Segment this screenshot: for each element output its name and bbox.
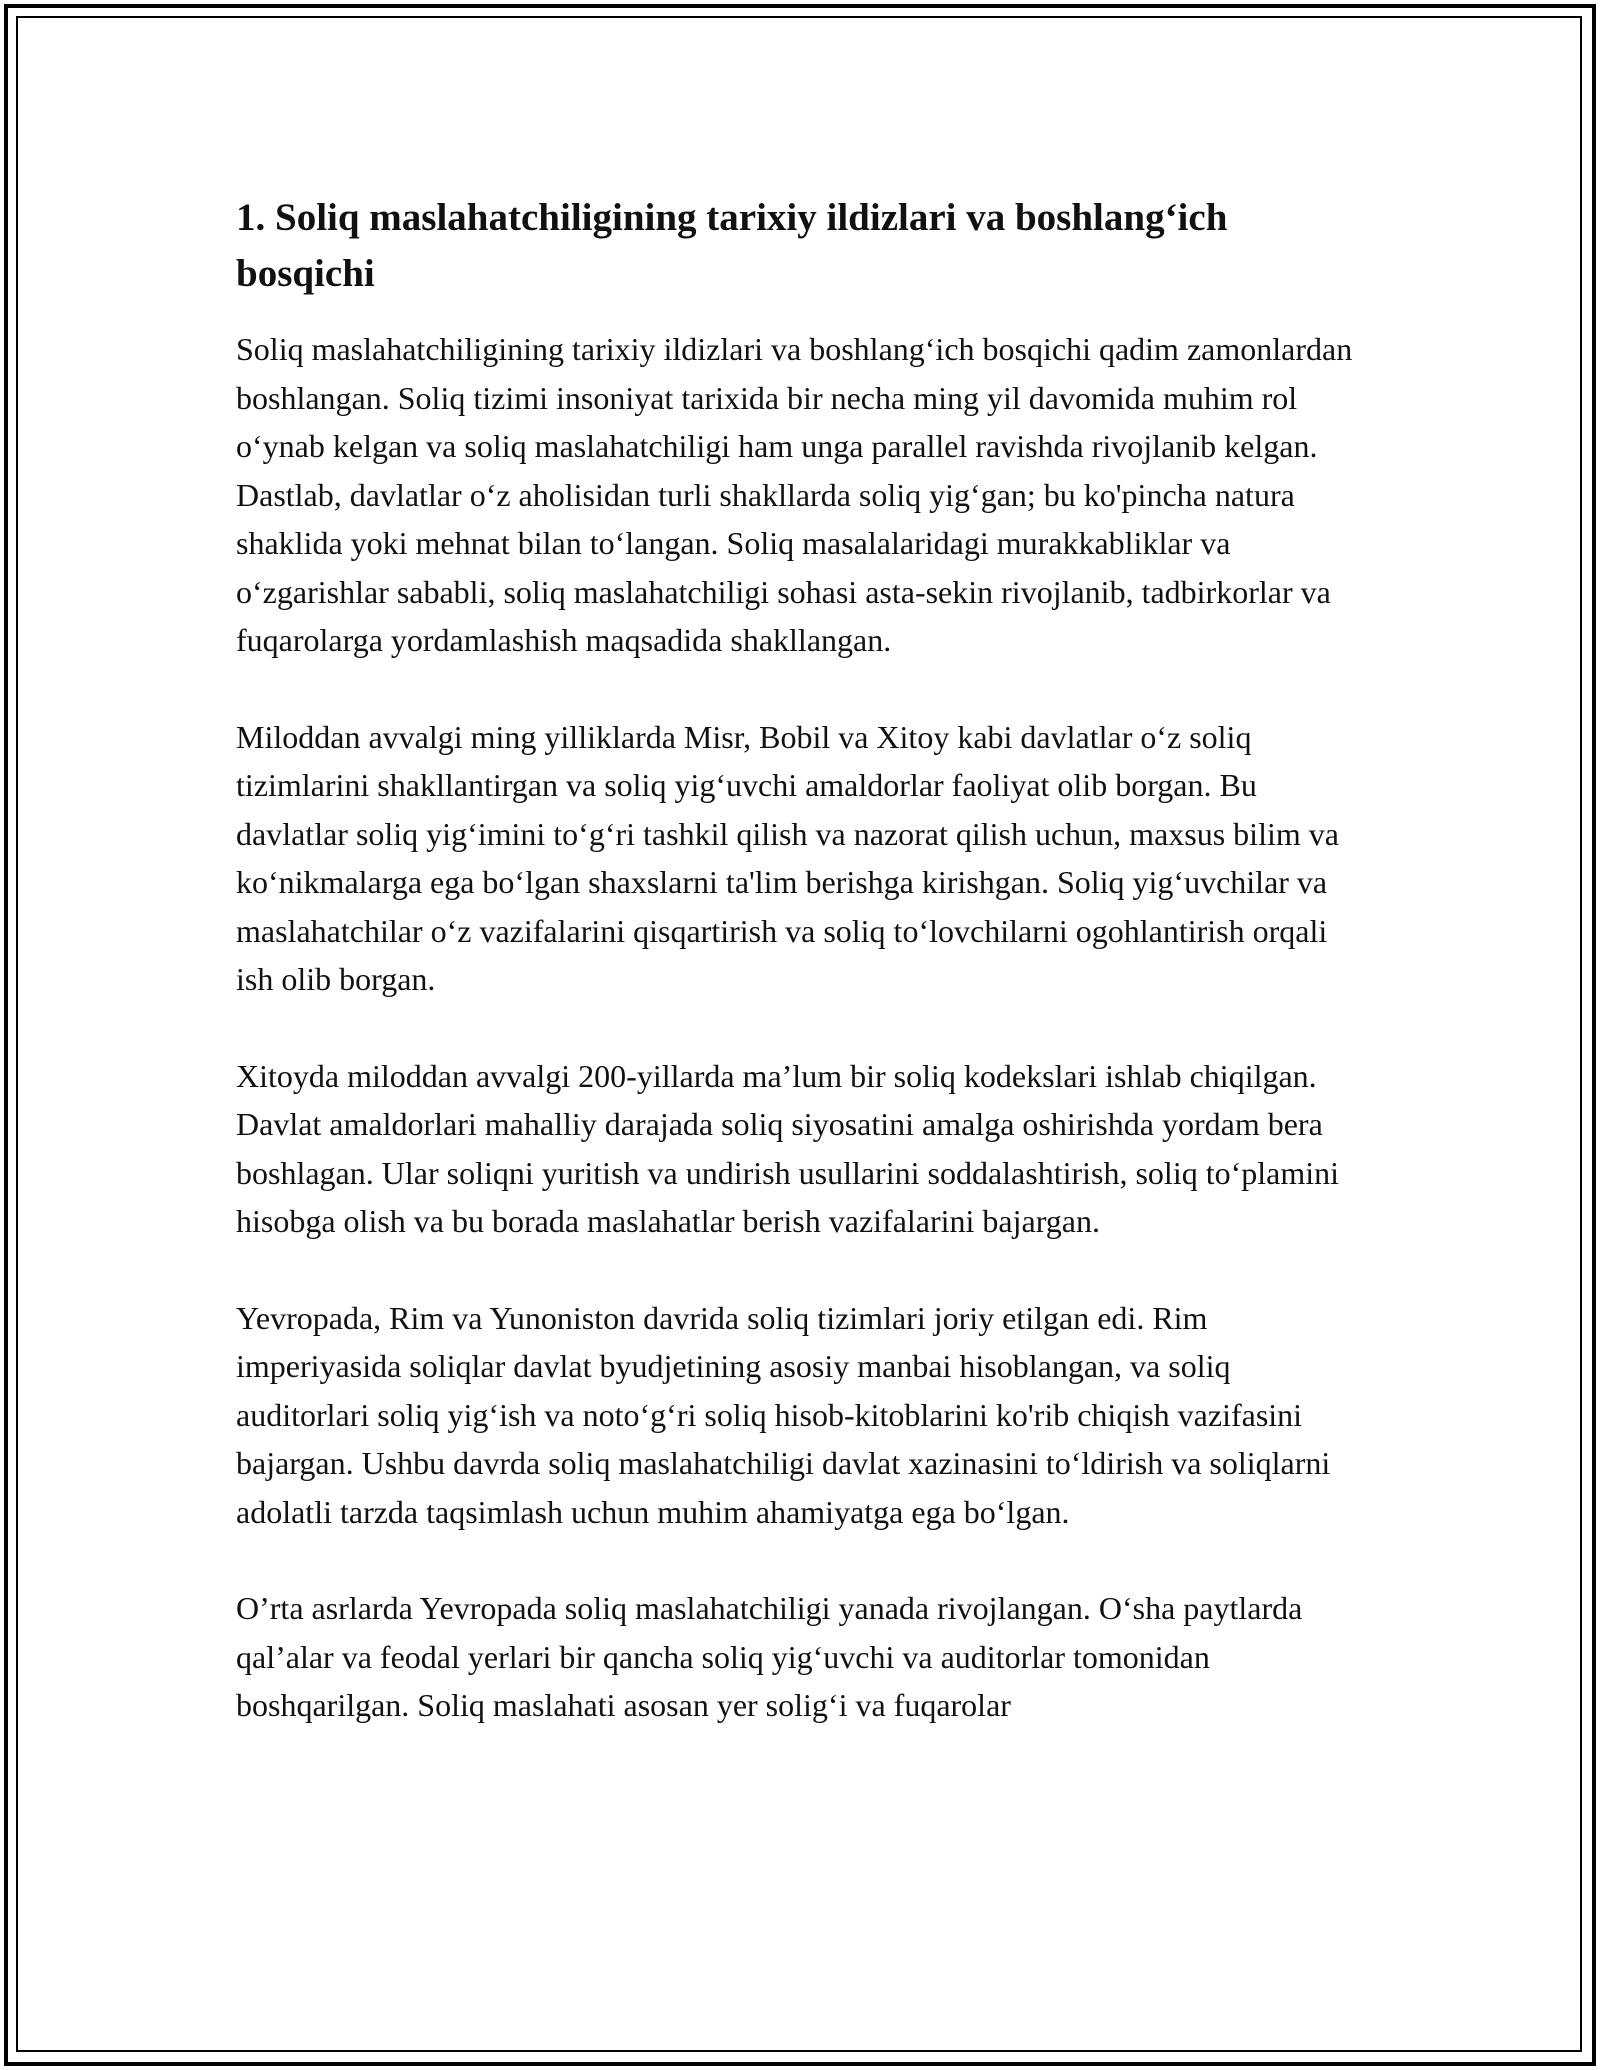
paragraph-3: Xitoyda miloddan avvalgi 200-yillarda ma’lum bir soliq kodekslari ishlab chiqilgan. Davlat amaldorlari mahalliy darajada soliq siyosatini amalga oshirishda yordam bera boshlagan. Ular soliqni yuritish va undirish usullarini soddalashtirish, soliq to‘plamini hisobga olish va bu borada maslahatlar berish vazifalarini bajargan. <box>236 1057 1340 1239</box>
paragraph-4: Yevropada, Rim va Yunoniston davrida soliq tizimlari joriy etilgan edi. Rim imperiyasida soliqlar davlat byudjetining asosiy manbai hisoblangan, va soliq auditorlari soliq yig‘ish va noto‘g‘ri soliq hisob-kitoblarini ko'rib chiqish vazifasini bajargan. Ushbu davrda soliq maslahatchiligi davlat xazinasini to‘ldirish va soliqlarni adolatli tarzda taqsimlash uchun muhim ahamiyatga ega bo‘lgan. <box>236 1299 1331 1530</box>
paragraph-5: O’rta asrlarda Yevropada soliq maslahatchiligi yanada rivojlangan. O‘sha paytlarda qal’alar va feodal yerlari bir qancha soliq yig‘uvchi va auditorlar tomonidan boshqarilgan. Soliq maslahati asosan yer solig‘i va fuqarolar <box>236 1590 1303 1723</box>
document-body <box>236 180 1366 1730</box>
section-heading: 1. Soliq maslahatchiligining tarixiy ildizlari va boshlang‘ich bosqichi <box>236 196 1228 295</box>
paragraph-1: Soliq maslahatchiligining tarixiy ildizlari va boshlang‘ich bosqichi qadim zamonlardan boshlangan. Soliq tizimi insoniyat tarixida bir necha ming yil davomida muhim rol o‘ynab kelgan va soliq maslahatchiligi ham unga parallel ravishda rivojlanib kelgan. Dastlab, davlatlar o‘z aholisidan turli shakllarda soliq yig‘gan; bu ko'pincha natura shaklida yoki mehnat bilan to‘langan. Soliq masalalaridagi murakkabliklar va o‘zgarishlar sababli, soliq maslahatchiligi sohasi asta-sekin rivojlanib, tadbirkorlar va fuqarolarga yordamlashish maqsadida shakllangan. <box>236 331 1353 658</box>
paragraph-2: Miloddan avvalgi ming yilliklarda Misr, Bobil va Xitoy kabi davlatlar o‘z soliq tizimlarini shakllantirgan va soliq yig‘uvchi amaldorlar faoliyat olib borgan. Bu davlatlar soliq yig‘imini to‘g‘ri tashkil qilish va nazorat qilish uchun, maxsus bilim va ko‘nikmalarga ega bo‘lgan shaxslarni ta'lim berishga kirishgan. Soliq yig‘uvchilar va maslahatchilar o‘z vazifalarini qisqartirish va soliq to‘lovchilarni ogohlantirish orqali ish olib borgan. <box>236 718 1339 997</box>
